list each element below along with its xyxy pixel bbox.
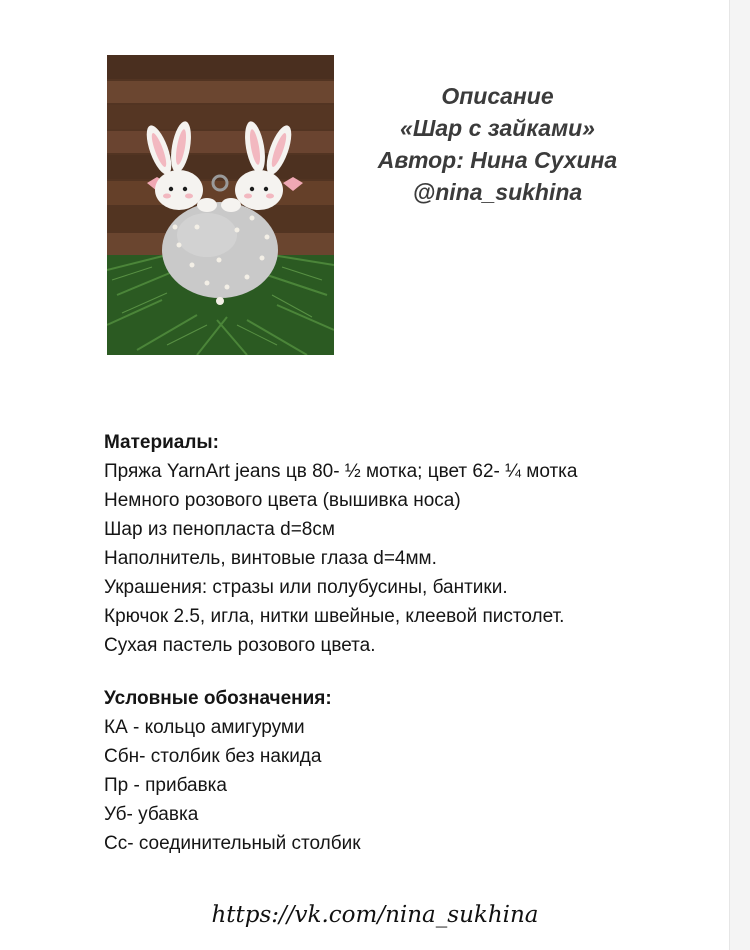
title-line-description: Описание	[441, 83, 554, 109]
materials-line: Сухая пастель розового цвета.	[104, 635, 376, 656]
abbreviation-item: Пр - прибавка	[104, 775, 227, 796]
abbreviations-section	[104, 684, 361, 858]
materials-line: Шар из пенопласта d=8см	[104, 519, 335, 540]
title-line-author: Автор: Нина Сухина	[377, 147, 618, 173]
abbreviation-item: КА - кольцо амигуруми	[104, 717, 305, 738]
title-line-handle: @nina_sukhina	[412, 179, 583, 205]
materials-section	[104, 428, 577, 660]
materials-line: Немного розового цвета (вышивка носа)	[104, 490, 461, 511]
abbreviation-item: Сс- соединительный столбик	[104, 833, 361, 854]
vk-profile-link[interactable]: https://vk.com/nina_sukhina	[211, 902, 539, 928]
pattern-title	[345, 80, 650, 208]
page-edge-strip	[729, 0, 750, 950]
materials-line: Украшения: стразы или полубусины, бантики.	[104, 577, 508, 598]
crochet-bunny-ball-photo	[107, 55, 334, 355]
materials-line: Пряжа YarnArt jeans цв 80- ½ мотка; цвет 62- ¼ мотка	[104, 461, 578, 482]
abbreviation-item: Уб- убавка	[104, 804, 199, 825]
materials-line: Наполнитель, винтовые глаза d=4мм.	[104, 548, 437, 569]
materials-line: Крючок 2.5, игла, нитки швейные, клеевой пистолет.	[104, 606, 565, 627]
title-line-name: «Шар с зайками»	[400, 115, 595, 141]
materials-heading: Материалы:	[104, 432, 219, 453]
abbreviations-heading: Условные обозначения:	[104, 688, 332, 709]
abbreviation-item: Сбн- столбик без накида	[104, 746, 322, 767]
